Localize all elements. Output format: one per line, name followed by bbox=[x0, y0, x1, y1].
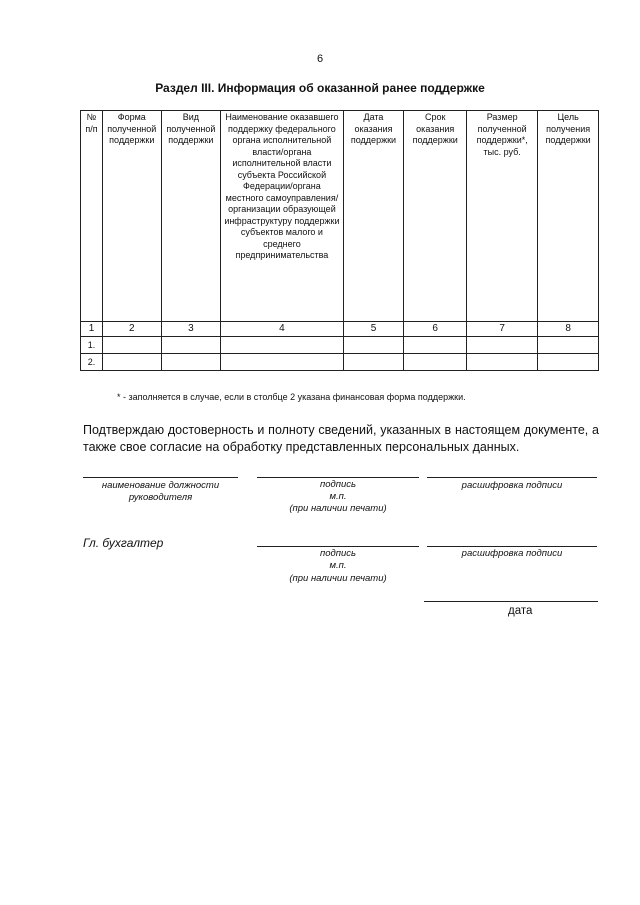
header-support-form: Форма полученной поддержки bbox=[102, 111, 161, 322]
date-line[interactable] bbox=[424, 601, 598, 602]
row-number: 1. bbox=[81, 337, 103, 354]
table-header-row bbox=[81, 111, 599, 322]
chief-decoding-line[interactable] bbox=[427, 546, 597, 547]
header-support-purpose: Цель получения поддержки bbox=[538, 111, 599, 322]
position-line[interactable] bbox=[83, 477, 238, 478]
date-caption: дата bbox=[508, 605, 533, 617]
chief-accountant-label: Гл. бухгалтер bbox=[83, 536, 164, 550]
table-row bbox=[81, 354, 599, 371]
chief-signature-caption: подпись bbox=[319, 548, 357, 559]
header-support-amount: Размер полученной поддержки*, тыс. руб. bbox=[467, 111, 538, 322]
table-cell[interactable] bbox=[538, 354, 599, 371]
support-table bbox=[80, 110, 599, 371]
column-number: 1 bbox=[81, 322, 103, 337]
table-cell[interactable] bbox=[161, 337, 221, 354]
column-number: 4 bbox=[221, 322, 343, 337]
column-number: 6 bbox=[404, 322, 467, 337]
chief-stamp-caption: м.п. bbox=[329, 560, 347, 571]
footnote: * - заполняется в случае, если в столбце 2 указана финансовая форма поддержки. bbox=[117, 392, 466, 402]
table-cell[interactable] bbox=[161, 354, 221, 371]
table-cell[interactable] bbox=[102, 354, 161, 371]
table-cell[interactable] bbox=[404, 337, 467, 354]
column-number: 5 bbox=[343, 322, 404, 337]
signature-caption: подпись bbox=[319, 479, 357, 490]
table-row bbox=[81, 337, 599, 354]
column-number: 3 bbox=[161, 322, 221, 337]
confirmation-text: Подтверждаю достоверность и полноту сведений, указанных в настоящем документе, а также свое согласие на обработку представленных персональных данных. bbox=[83, 423, 599, 454]
column-number-row bbox=[81, 322, 599, 337]
table-cell[interactable] bbox=[467, 337, 538, 354]
position-caption: наименование должности руководителя bbox=[101, 480, 220, 503]
section-title: Раздел III. Информация об оказанной ранее поддержке bbox=[155, 81, 485, 95]
table-cell[interactable] bbox=[538, 337, 599, 354]
table-cell[interactable] bbox=[221, 337, 343, 354]
chief-signature-line[interactable] bbox=[257, 546, 419, 547]
table-cell[interactable] bbox=[221, 354, 343, 371]
header-provider-name: Наименование оказавшего поддержку федерального органа исполнительной власти/органа исполнительной власти субъекта Российской Федерации/органа местного самоуправления/ организации образующей инфраструктуру поддержки субъектов малого и среднего предпринимательства bbox=[221, 111, 343, 322]
header-number: № п/п bbox=[81, 111, 103, 322]
header-support-date: Дата оказания поддержки bbox=[343, 111, 404, 322]
page-number: 6 bbox=[316, 53, 324, 65]
stamp-caption: м.п. bbox=[329, 491, 347, 502]
decoding-line[interactable] bbox=[427, 477, 597, 478]
header-support-term: Срок оказания поддержки bbox=[404, 111, 467, 322]
table-cell[interactable] bbox=[343, 354, 404, 371]
table-cell[interactable] bbox=[343, 337, 404, 354]
chief-stamp-note: (при наличии печати) bbox=[289, 573, 387, 584]
stamp-note: (при наличии печати) bbox=[289, 503, 387, 514]
signature-line[interactable] bbox=[257, 477, 419, 478]
column-number: 8 bbox=[538, 322, 599, 337]
column-number: 2 bbox=[102, 322, 161, 337]
table-cell[interactable] bbox=[404, 354, 467, 371]
table-cell[interactable] bbox=[467, 354, 538, 371]
column-number: 7 bbox=[467, 322, 538, 337]
chief-decoding-caption: расшифровка подписи bbox=[461, 548, 563, 559]
decoding-caption: расшифровка подписи bbox=[461, 480, 563, 491]
header-support-type: Вид полученной поддержки bbox=[161, 111, 221, 322]
row-number: 2. bbox=[81, 354, 103, 371]
table-cell[interactable] bbox=[102, 337, 161, 354]
